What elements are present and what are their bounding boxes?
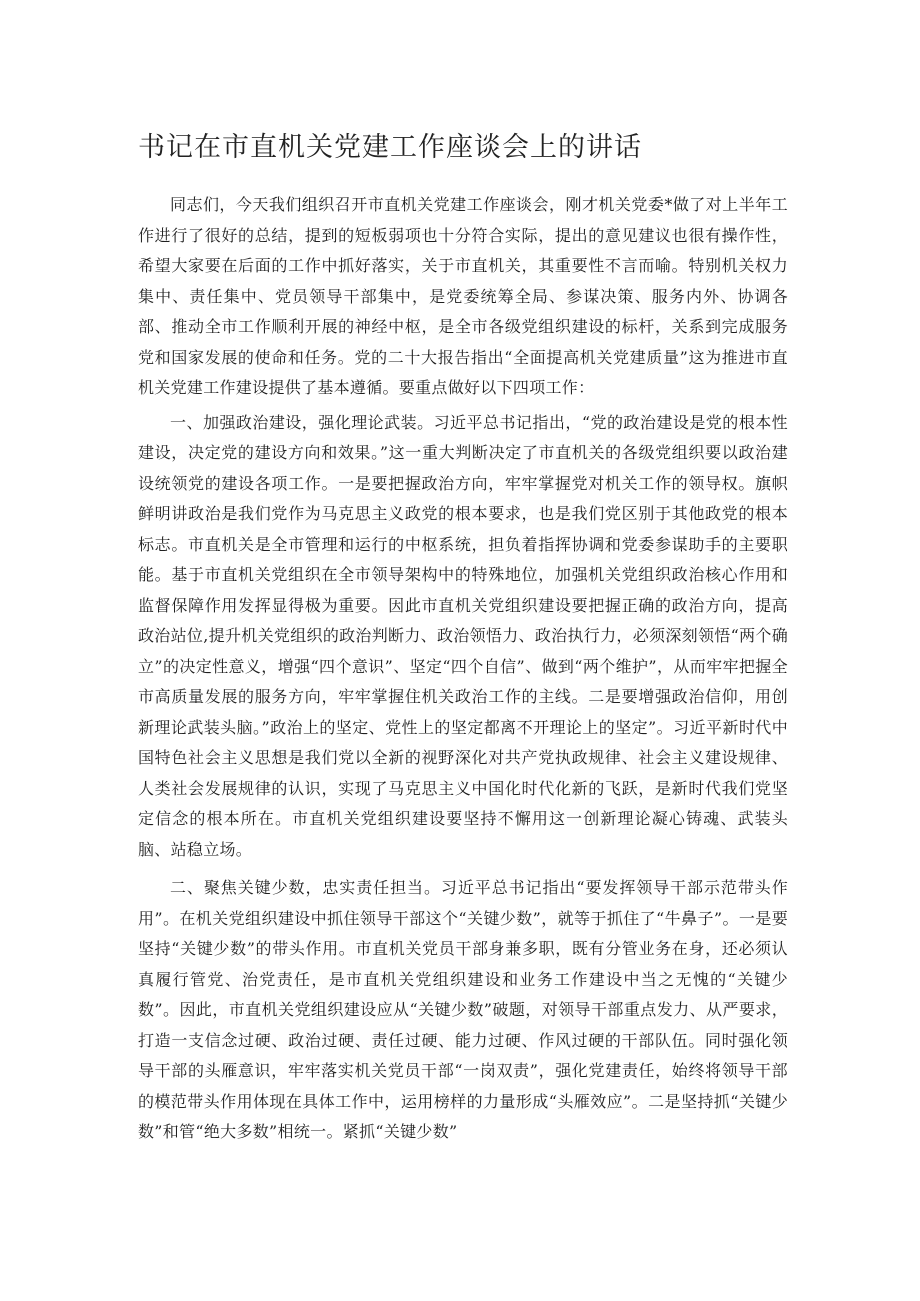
paragraph-section-2: 二、聚焦关键少数，忠实责任担当。习近平总书记指出“要发挥领导干部示范带头作用”。在机关党组织建设中抓住领导干部这个“关键少数”，就等于抓住了“牛鼻子”。一是要坚持“关键少数”的带头作用。市直机关党员干部身兼多职，既有分管业务在身，还必须认真履行管党、治党责任，是市直机关党组织建设和业务工作建设中当之无愧的“关键少数”。因此，市直机关党组织建设应从“关键少数”破题，对领导干部重点发力、从严要求，打造一支信念过硬、政治过硬、责任过硬、能力过硬、作风过硬的干部队伍。同时强化领导干部的头雁意识，牢牢落实机关党员干部“一岗双责”，强化党建责任，始终将领导干部的模范带头作用体现在具体工作中，运用榜样的力量形成“头雁效应”。二是坚持抓“关键少数”和管“绝大多数”相统一。紧抓“关键少数” <box>138 878 788 1141</box>
paragraph-intro: 同志们，今天我们组织召开市直机关党建工作座谈会，刚才机关党委*做了对上半年工作进行了很好的总结，提到的短板弱项也十分符合实际，提出的意见建议也很有操作性，希望大家要在后面的工作中抓好落实，关于市直机关，其重要性不言而喻。特别机关权力集中、责任集中、党员领导干部集中，是党委统筹全局、参谋决策、服务内外、协调各部、推动全市工作顺利开展的神经中枢，是全市各级党组织建设的标杆，关系到完成服务党和国家发展的使命和任务。党的二十大报告指出“全面提高机关党建质量”这为推进市直机关党建工作建设提供了基本遵循。要重点做好以下四项工作： <box>138 195 788 397</box>
document-title: 书记在市直机关党建工作座谈会上的讲话 <box>138 132 642 163</box>
paragraph-section-1: 一、加强政治建设，强化理论武装。习近平总书记指出，“党的政治建设是党的根本性建设，决定党的建设方向和效果。”这一重大判断决定了市直机关的各级党组织要以政治建设统领党的建设各项工作。一是要把握政治方向，牢牢掌握党对机关工作的领导权。旗帜鲜明讲政治是我们党作为马克思主义政党的根本要求，也是我们党区别于其他政党的根本标志。市直机关是全市管理和运行的中枢系统，担负着指挥协调和党委参谋助手的主要职能。基于市直机关党组织在全市领导架构中的特殊地位，加强机关党组织政治核心作用和监督保障作用发挥显得极为重要。因此市直机关党组织建设要把握正确的政治方向，提高政治站位,提升机关党组织的政治判断力、政治领悟力、政治执行力，必须深刻领悟“两个确立”的决定性意义，增强“四个意识”、坚定“四个自信”、做到“两个维护”，从而牢牢把握全市高质量发展的服务方向，牢牢掌握住机关政治工作的主线。二是要增强政治信仰，用创新理论武装头脑。”政治上的坚定、党性上的坚定都离不开理论上的坚定”。习近平新时代中国特色社会主义思想是我们党以全新的视野深化对共产党执政规律、社会主义建设规律、人类社会发展规律的认识，实现了马克思主义中国化时代化新的飞跃，是新时代我们党坚定信念的根本所在。市直机关党组织建设要坚持不懈用这一创新理论凝心铸魂、武装头脑、站稳立场。 <box>138 412 788 859</box>
document-page <box>138 128 788 1156</box>
